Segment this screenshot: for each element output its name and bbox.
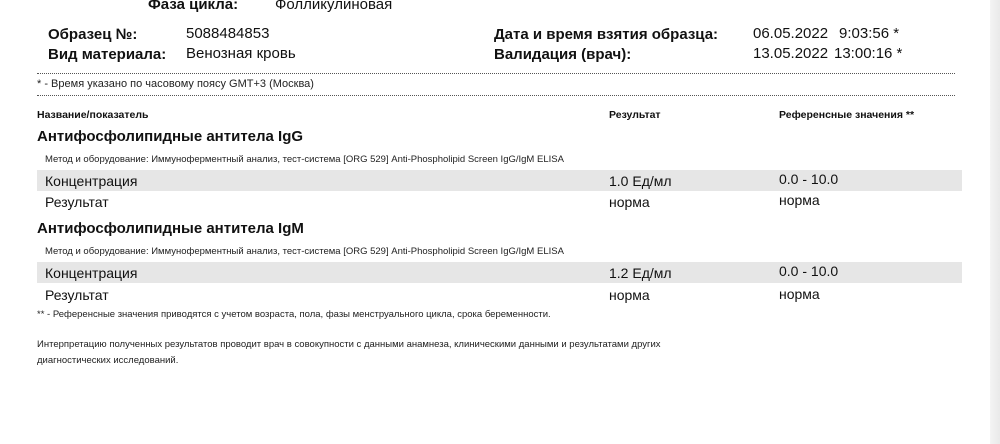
row-result: 1.0 Ед/мл (609, 173, 672, 189)
column-header-result: Результат (609, 109, 661, 121)
sample-value: 5088484853 (186, 25, 270, 42)
row-reference: норма (779, 286, 820, 302)
divider (37, 95, 955, 96)
row-name: Концентрация (45, 173, 138, 189)
sample-label: Образец №: (48, 26, 138, 43)
row-reference: 0.0 - 10.0 (779, 263, 839, 279)
row-result: норма (609, 287, 650, 303)
validation-date: 13.05.2022 (753, 45, 829, 62)
divider (37, 73, 955, 74)
row-reference: норма (779, 192, 820, 208)
row-result: 1.2 Ед/мл (609, 265, 672, 281)
interpretation-note-line1: Интерпретацию полученных результатов проводит врач в совокупности с данными анамнеза, клиническими данными и результатами других (37, 339, 661, 350)
taken-date: 06.05.2022 (753, 25, 829, 42)
row-result: норма (609, 194, 650, 210)
column-header-reference: Референсные значения ** (779, 109, 915, 121)
timezone-note: * - Время указано по часовому поясу GMT+3 (Москва) (37, 78, 314, 90)
phase-value: Фолликулиновая (275, 0, 393, 13)
reference-footnote: ** - Референсные значения приводятся с учетом возраста, пола, фазы менструального цикла, срока беременности. (37, 309, 551, 320)
page-edge (990, 0, 1000, 444)
row-name: Концентрация (45, 265, 138, 281)
column-header-name: Название/показатель (37, 109, 149, 121)
phase-label: Фаза цикла: (148, 0, 239, 13)
validation-time: 13:00:16 * (834, 45, 903, 62)
test-method: Метод и оборудование: Иммуноферментный анализ, тест-система [ORG 529] Anti-Phospholipid Screen IgG/IgM ELISA (45, 154, 564, 165)
row-reference: 0.0 - 10.0 (779, 171, 839, 187)
test-title: Антифосфолипидные антитела IgG (37, 128, 304, 145)
interpretation-note-line2: диагностических исследований. (37, 355, 179, 366)
taken-time: 9:03:56 * (839, 25, 900, 42)
test-method: Метод и оборудование: Иммуноферментный анализ, тест-система [ORG 529] Anti-Phospholipid Screen IgG/IgM ELISA (45, 246, 564, 257)
row-name: Результат (45, 287, 109, 303)
material-label: Вид материала: (48, 46, 167, 63)
test-title: Антифосфолипидные антитела IgM (37, 220, 304, 237)
validation-label: Валидация (врач): (494, 46, 632, 63)
material-value: Венозная кровь (186, 45, 296, 62)
row-name: Результат (45, 194, 109, 210)
taken-label: Дата и время взятия образца: (494, 26, 719, 43)
